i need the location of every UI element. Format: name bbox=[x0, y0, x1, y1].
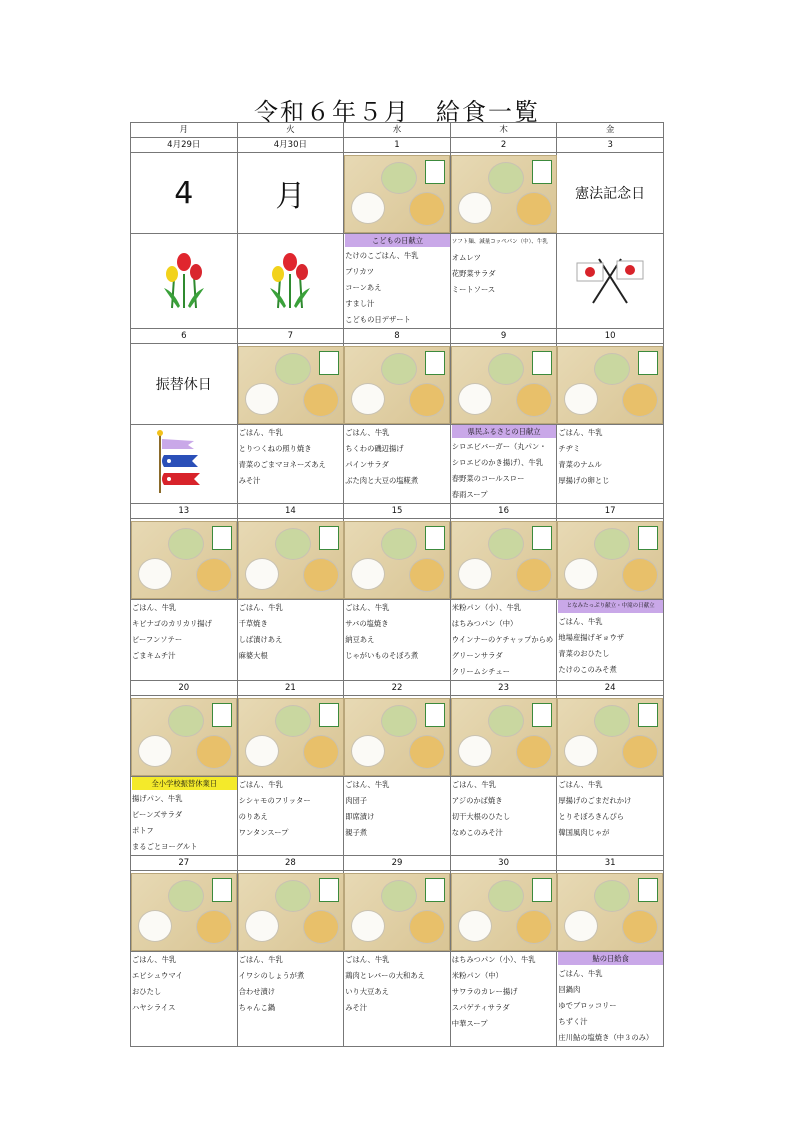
date-cell: 6 bbox=[131, 329, 238, 344]
decoration-cell bbox=[237, 234, 344, 329]
menu-item: 回鍋肉 bbox=[558, 985, 581, 994]
menu-item: 米粉パン（小）、牛乳 bbox=[451, 603, 522, 612]
menu-item: ごはん、牛乳 bbox=[345, 603, 390, 612]
menu-item: コーンあえ bbox=[345, 283, 382, 292]
date-cell: 1 bbox=[344, 138, 451, 153]
menu-item: シロエビバーガー（丸パン・ bbox=[451, 442, 547, 451]
date-cell: 2 bbox=[450, 138, 557, 153]
menu-item: はちみつパン（小）、牛乳 bbox=[451, 955, 536, 964]
meal-photo bbox=[451, 155, 557, 233]
date-cell: 28 bbox=[237, 856, 344, 871]
menu-item: 地場産揚げギョウザ bbox=[558, 633, 625, 642]
menu-item: まるごとヨーグルト bbox=[132, 842, 198, 851]
meal-photo bbox=[131, 521, 237, 599]
menu-item: ポトフ bbox=[132, 826, 154, 835]
date-cell: 15 bbox=[344, 504, 451, 519]
meal-photo bbox=[451, 698, 557, 776]
weekday-header: 月 bbox=[131, 123, 238, 138]
menu-theme-tag: 県民ふるさとの日献立 bbox=[452, 425, 557, 438]
menu-cell bbox=[237, 777, 344, 856]
menu-item: キビナゴのカリカリ揚げ bbox=[132, 619, 212, 628]
menu-item: 合わせ漬け bbox=[238, 987, 276, 996]
decoration-cell bbox=[557, 234, 664, 329]
menu-cell bbox=[131, 777, 238, 856]
menu-item: 春野菜のコールスロー bbox=[451, 474, 525, 483]
menu-item: ごはん、牛乳 bbox=[558, 969, 603, 978]
weekday-header: 水 bbox=[344, 123, 451, 138]
date-cell: 23 bbox=[450, 681, 557, 696]
menu-item: こどもの日デザート bbox=[345, 315, 411, 324]
menu-item: 親子煮 bbox=[345, 828, 368, 837]
date-cell: 10 bbox=[557, 329, 664, 344]
date-cell: 7 bbox=[237, 329, 344, 344]
menu-cell bbox=[450, 952, 557, 1047]
menu-item: たけのこのみそ煮 bbox=[558, 665, 617, 674]
menu-item: いり大豆あえ bbox=[345, 987, 389, 996]
menu-item: ビーフンソテー bbox=[132, 635, 183, 644]
menu-cell bbox=[557, 425, 664, 504]
tulip-icon bbox=[158, 248, 210, 310]
meal-photo-cell bbox=[344, 153, 451, 234]
holiday-label bbox=[557, 153, 664, 234]
menu-item: シロエビのかき揚げ）、牛乳 bbox=[451, 458, 543, 467]
menu-theme-tag: 全小学校振替休業日 bbox=[132, 777, 237, 790]
menu-item: ブリカツ bbox=[345, 267, 375, 276]
menu-item: ごまキムチ汁 bbox=[132, 651, 176, 660]
menu-item: しば漬けあえ bbox=[238, 635, 283, 644]
meal-photo-cell bbox=[450, 344, 557, 425]
lunch-calendar bbox=[130, 122, 664, 1047]
meal-photo-cell bbox=[344, 696, 451, 777]
menu-item: はちみつパン（中） bbox=[451, 619, 518, 628]
weekday-header: 木 bbox=[450, 123, 557, 138]
meal-photo-cell bbox=[450, 519, 557, 600]
meal-photo bbox=[344, 346, 450, 424]
menu-item: ごはん、牛乳 bbox=[238, 780, 283, 789]
koinobori-icon bbox=[154, 429, 214, 495]
japan-flag-icon bbox=[575, 251, 645, 307]
menu-item: おひたし bbox=[132, 987, 162, 996]
menu-item: ごはん、牛乳 bbox=[238, 603, 283, 612]
meal-photo bbox=[451, 873, 557, 951]
date-cell: 4月30日 bbox=[237, 138, 344, 153]
date-cell: 16 bbox=[450, 504, 557, 519]
month-label-text: 4 bbox=[174, 175, 194, 211]
meal-photo bbox=[238, 521, 344, 599]
meal-photo-cell bbox=[557, 696, 664, 777]
menu-item: 青菜のおひたし bbox=[558, 649, 610, 658]
menu-item: イワシのしょうが煮 bbox=[238, 971, 305, 980]
menu-theme-tag: となみたっぷり献立・中滝の日献立 bbox=[558, 600, 663, 613]
date-cell: 31 bbox=[557, 856, 664, 871]
meal-photo bbox=[451, 346, 557, 424]
menu-item: のりあえ bbox=[238, 812, 268, 821]
menu-item: ごはん、牛乳 bbox=[238, 955, 283, 964]
meal-photo-cell bbox=[237, 871, 344, 952]
menu-item: ごはん、牛乳 bbox=[345, 428, 390, 437]
menu-cell bbox=[344, 234, 451, 329]
date-cell: 30 bbox=[450, 856, 557, 871]
tulip-icon bbox=[264, 248, 316, 310]
menu-cell bbox=[557, 952, 664, 1047]
menu-item: グリーンサラダ bbox=[451, 651, 503, 660]
meal-photo bbox=[344, 155, 450, 233]
meal-photo bbox=[131, 873, 237, 951]
meal-photo bbox=[131, 698, 237, 776]
menu-item: みそ汁 bbox=[345, 1003, 368, 1012]
menu-item: オムレツ bbox=[451, 253, 481, 262]
date-cell: 9 bbox=[450, 329, 557, 344]
menu-cell bbox=[131, 952, 238, 1047]
meal-photo bbox=[557, 521, 663, 599]
meal-photo-cell bbox=[237, 696, 344, 777]
month-label-text: 月 bbox=[275, 179, 306, 214]
menu-cell bbox=[237, 952, 344, 1047]
menu-item: ちくわの磯辺揚げ bbox=[345, 444, 404, 453]
menu-item: とりそぼろきんぴら bbox=[558, 812, 625, 821]
menu-item: 厚揚げの卵とじ bbox=[558, 476, 610, 485]
date-cell: 22 bbox=[344, 681, 451, 696]
date-cell: 21 bbox=[237, 681, 344, 696]
date-cell: 8 bbox=[344, 329, 451, 344]
month-label bbox=[131, 153, 238, 234]
menu-item: ごはん、牛乳 bbox=[132, 603, 177, 612]
menu-item: ごはん、牛乳 bbox=[345, 955, 390, 964]
date-cell: 14 bbox=[237, 504, 344, 519]
menu-cell bbox=[131, 600, 238, 681]
menu-cell bbox=[344, 777, 451, 856]
meal-photo bbox=[344, 521, 450, 599]
menu-cell bbox=[450, 425, 557, 504]
menu-item: 春雨スープ bbox=[451, 490, 488, 499]
menu-item: ちゃんこ鍋 bbox=[238, 1003, 276, 1012]
menu-item: 韓国風肉じゃが bbox=[558, 828, 610, 837]
menu-item: すまし汁 bbox=[345, 299, 375, 308]
menu-cell bbox=[450, 600, 557, 681]
weekday-header: 金 bbox=[557, 123, 664, 138]
date-cell: 27 bbox=[131, 856, 238, 871]
month-label bbox=[237, 153, 344, 234]
date-cell: 13 bbox=[131, 504, 238, 519]
meal-photo bbox=[557, 698, 663, 776]
page-title: 令和６年５月 給食一覧 bbox=[254, 98, 540, 126]
date-cell: 29 bbox=[344, 856, 451, 871]
menu-cell bbox=[344, 952, 451, 1047]
meal-photo-cell bbox=[450, 696, 557, 777]
menu-item: ごはん、牛乳 bbox=[451, 780, 497, 789]
menu-item: 厚揚げのごまだれかけ bbox=[558, 796, 632, 805]
meal-photo-cell bbox=[557, 871, 664, 952]
date-cell: 17 bbox=[557, 504, 664, 519]
menu-item: ごはん、牛乳 bbox=[558, 617, 603, 626]
menu-item: 肉団子 bbox=[345, 796, 368, 805]
menu-item: サバの塩焼き bbox=[345, 619, 389, 628]
menu-item: ソフト麺、減量コッペパン（中）、牛乳 bbox=[451, 239, 548, 245]
menu-item: チヂミ bbox=[558, 444, 581, 453]
meal-photo bbox=[557, 873, 663, 951]
menu-item: 麻婆大根 bbox=[238, 651, 268, 660]
menu-theme-tag: こどもの日献立 bbox=[345, 234, 450, 247]
meal-photo-cell bbox=[237, 519, 344, 600]
menu-item: ワンタンスープ bbox=[238, 828, 289, 837]
menu-cell bbox=[344, 425, 451, 504]
meal-photo-cell bbox=[557, 519, 664, 600]
menu-item: ゆでブロッコリー bbox=[558, 1001, 617, 1010]
meal-photo-cell bbox=[237, 344, 344, 425]
date-cell: 24 bbox=[557, 681, 664, 696]
date-cell: 3 bbox=[557, 138, 664, 153]
menu-item: エビシュウマイ bbox=[132, 971, 183, 980]
menu-item: 切干大根のひたし bbox=[451, 812, 511, 821]
menu-item: ごはん、牛乳 bbox=[238, 428, 283, 437]
menu-item: ごはん、牛乳 bbox=[558, 780, 603, 789]
meal-photo bbox=[344, 873, 450, 951]
date-cell: 20 bbox=[131, 681, 238, 696]
menu-item: シシャモのフリッター bbox=[238, 796, 311, 805]
menu-item: ごはん、牛乳 bbox=[345, 780, 390, 789]
menu-item: 鶏肉とレバーの大和あえ bbox=[345, 971, 425, 980]
meal-photo bbox=[451, 521, 557, 599]
meal-photo bbox=[557, 346, 663, 424]
holiday-text: 振替休日 bbox=[155, 377, 212, 393]
menu-item: ごはん、牛乳 bbox=[132, 955, 177, 964]
menu-cell bbox=[557, 600, 664, 681]
menu-item: みそ汁 bbox=[238, 476, 261, 485]
menu-item: ごはん、牛乳 bbox=[558, 428, 603, 437]
menu-item: 米粉パン（中） bbox=[451, 971, 503, 980]
meal-photo-cell bbox=[450, 871, 557, 952]
menu-cell bbox=[237, 600, 344, 681]
menu-item: ハヤシライス bbox=[132, 1003, 176, 1012]
meal-photo bbox=[238, 346, 344, 424]
menu-item: スパゲティサラダ bbox=[451, 1003, 510, 1012]
holiday-text: 憲法記念日 bbox=[575, 186, 646, 202]
menu-item: 庄川鮎の塩焼き（中３のみ） bbox=[558, 1033, 654, 1042]
menu-item: たけのこごはん、牛乳 bbox=[345, 251, 419, 260]
menu-cell bbox=[344, 600, 451, 681]
menu-item: ぶた肉と大豆の塩糀煮 bbox=[345, 476, 419, 485]
meal-photo-cell bbox=[131, 519, 238, 600]
menu-item: ビーンズサラダ bbox=[132, 810, 183, 819]
meal-photo-cell bbox=[344, 344, 451, 425]
menu-item: とりつくねの照り焼き bbox=[238, 444, 312, 453]
menu-item: ウインナーのケチャップからめ bbox=[451, 635, 554, 644]
menu-cell bbox=[237, 425, 344, 504]
meal-photo-cell bbox=[131, 871, 238, 952]
menu-cell bbox=[557, 777, 664, 856]
menu-item: 青菜のごまマヨネーズあえ bbox=[238, 460, 326, 469]
menu-item: ちずく汁 bbox=[558, 1017, 588, 1026]
menu-item: パインサラダ bbox=[345, 460, 389, 469]
decoration-cell bbox=[131, 234, 238, 329]
meal-photo bbox=[238, 873, 344, 951]
menu-theme-tag: 鮎の日給食 bbox=[558, 952, 663, 965]
menu-item: 納豆あえ bbox=[345, 635, 375, 644]
menu-item: クリームシチュー bbox=[451, 667, 510, 676]
weekday-header: 火 bbox=[237, 123, 344, 138]
menu-cell bbox=[450, 234, 557, 329]
meal-photo-cell bbox=[557, 344, 664, 425]
holiday-label bbox=[131, 344, 238, 425]
menu-item: なめこのみそ汁 bbox=[451, 828, 503, 837]
menu-item: ミートソース bbox=[451, 285, 496, 294]
menu-item: 揚げパン、牛乳 bbox=[132, 794, 183, 803]
menu-item: じゃがいものそぼろ煮 bbox=[345, 651, 419, 660]
meal-photo bbox=[238, 698, 344, 776]
menu-item: 千草焼き bbox=[238, 619, 268, 628]
meal-photo-cell bbox=[131, 696, 238, 777]
date-cell: 4月29日 bbox=[131, 138, 238, 153]
meal-photo bbox=[344, 698, 450, 776]
meal-photo-cell bbox=[344, 519, 451, 600]
meal-photo-cell bbox=[344, 871, 451, 952]
decoration-cell bbox=[131, 425, 238, 504]
menu-item: 中華スープ bbox=[451, 1019, 488, 1028]
menu-item: 即席漬け bbox=[345, 812, 375, 821]
menu-cell bbox=[450, 777, 557, 856]
menu-item: 花野菜サラダ bbox=[451, 269, 496, 278]
menu-item: アジのかば焼き bbox=[451, 796, 503, 805]
menu-item: サワラのカレー揚げ bbox=[451, 987, 518, 996]
meal-photo-cell bbox=[450, 153, 557, 234]
menu-item: 青菜のナムル bbox=[558, 460, 602, 469]
